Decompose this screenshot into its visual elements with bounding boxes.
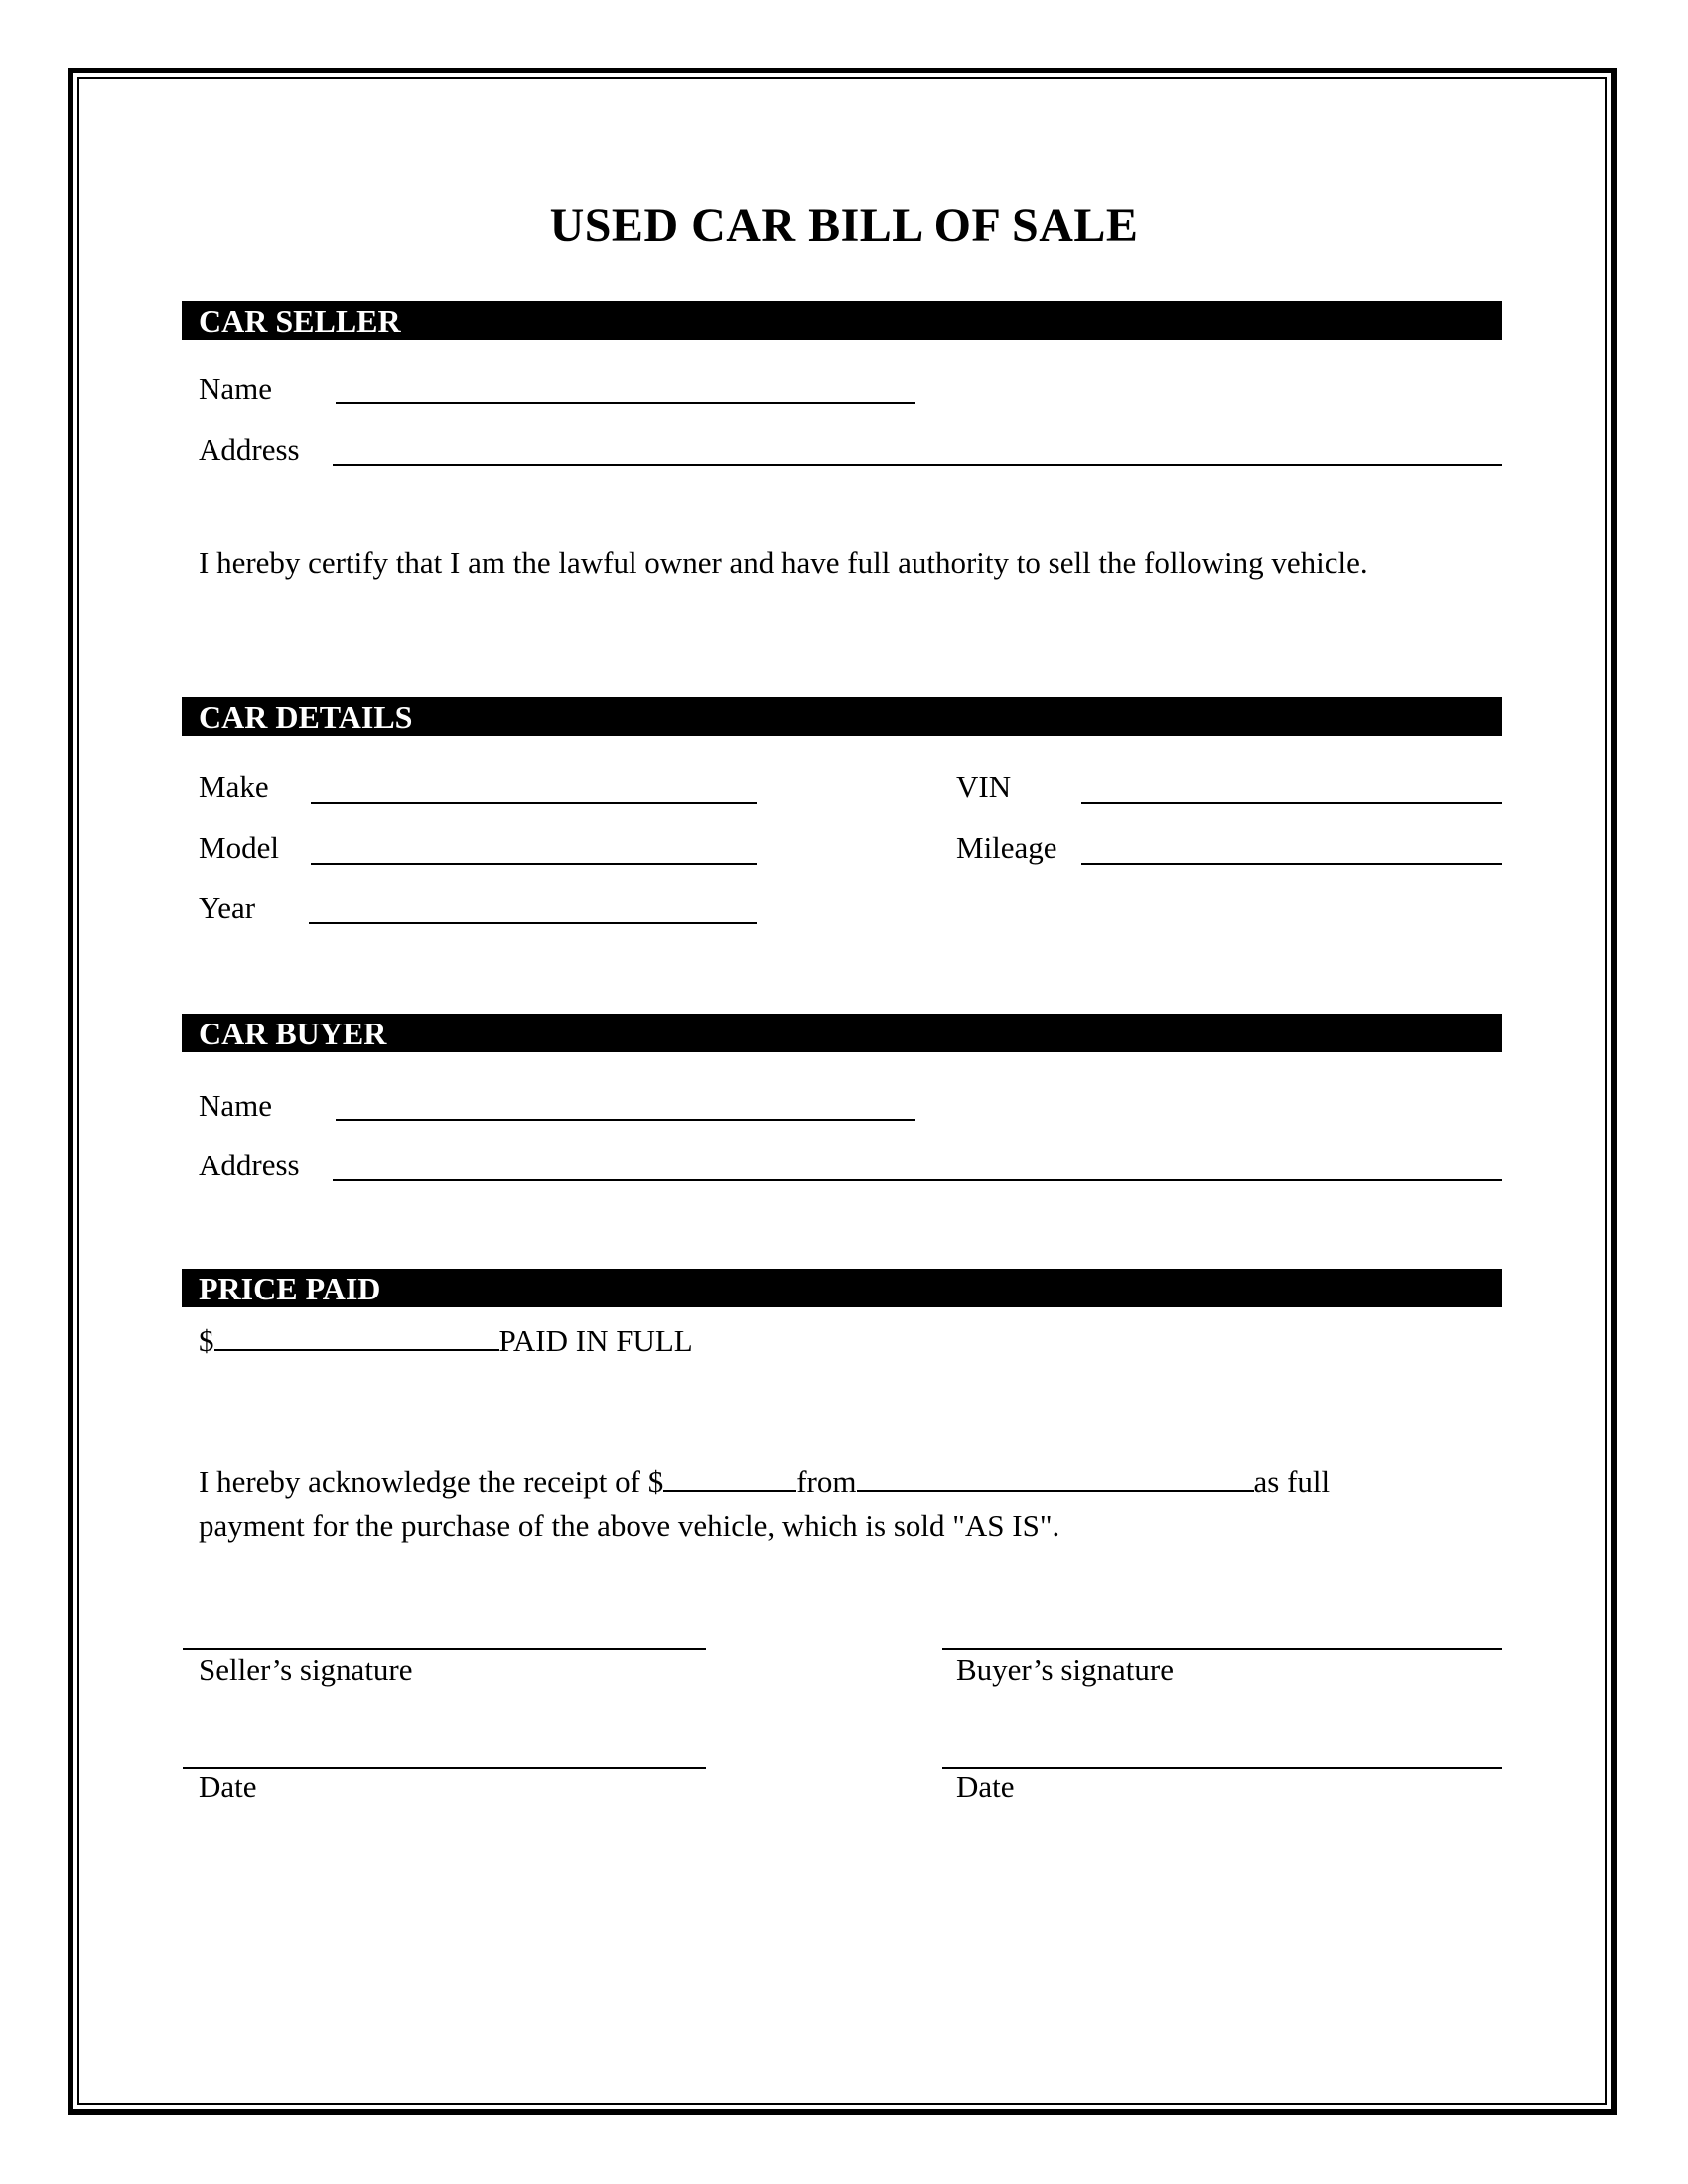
acknowledgment-text-2: from xyxy=(796,1464,857,1499)
buyer-signature-label: Buyer’s signature xyxy=(956,1652,1174,1687)
make-label: Make xyxy=(199,769,269,804)
receipt-amount-field[interactable] xyxy=(663,1462,796,1492)
seller-address-field[interactable] xyxy=(333,464,1502,466)
make-field[interactable] xyxy=(311,802,757,804)
acknowledgment-line-1 xyxy=(199,1459,1330,1504)
paid-in-full-text: PAID IN FULL xyxy=(498,1323,693,1358)
year-label: Year xyxy=(199,890,256,925)
buyer-name-label: Name xyxy=(199,1088,273,1123)
section-header-label: CAR BUYER xyxy=(199,1016,387,1051)
seller-date-label: Date xyxy=(199,1769,257,1804)
seller-signature-label: Seller’s signature xyxy=(199,1652,413,1687)
receipt-from-field[interactable] xyxy=(857,1462,1254,1492)
acknowledgment-line-2: payment for the purchase of the above vehicle, which is sold "AS IS". xyxy=(199,1508,1060,1543)
page-border-inner xyxy=(77,77,1607,2105)
section-header-label: CAR DETAILS xyxy=(199,699,413,735)
seller-address-label: Address xyxy=(199,432,300,467)
section-header-car-buyer xyxy=(182,1014,1502,1052)
buyer-address-label: Address xyxy=(199,1148,300,1182)
price-amount-field[interactable] xyxy=(214,1321,499,1351)
buyer-name-field[interactable] xyxy=(336,1119,915,1121)
price-paid-line xyxy=(199,1321,693,1359)
seller-certification-text: I hereby certify that I am the lawful owner and have full authority to sell the following vehicle. xyxy=(199,545,1368,580)
model-label: Model xyxy=(199,830,279,865)
document-title: USED CAR BILL OF SALE xyxy=(549,200,1139,252)
vin-label: VIN xyxy=(956,769,1012,804)
buyer-signature-field[interactable] xyxy=(942,1648,1502,1650)
model-field[interactable] xyxy=(311,863,757,865)
seller-date-field[interactable] xyxy=(183,1767,706,1769)
dollar-sign: $ xyxy=(199,1323,214,1358)
mileage-label: Mileage xyxy=(956,830,1057,865)
seller-signature-field[interactable] xyxy=(183,1648,706,1650)
seller-name-label: Name xyxy=(199,371,273,406)
section-header-price-paid xyxy=(182,1269,1502,1307)
acknowledgment-text-3: as full xyxy=(1253,1464,1331,1499)
section-header-car-details xyxy=(182,697,1502,736)
acknowledgment-text-1: I hereby acknowledge the receipt of $ xyxy=(199,1464,664,1499)
seller-name-field[interactable] xyxy=(336,402,915,404)
section-header-car-seller xyxy=(182,301,1502,340)
year-field[interactable] xyxy=(309,922,757,924)
mileage-field[interactable] xyxy=(1081,863,1502,865)
vin-field[interactable] xyxy=(1081,802,1502,804)
section-header-label: CAR SELLER xyxy=(199,303,401,339)
section-header-label: PRICE PAID xyxy=(199,1271,381,1306)
buyer-address-field[interactable] xyxy=(333,1179,1502,1181)
buyer-date-label: Date xyxy=(956,1769,1015,1804)
buyer-date-field[interactable] xyxy=(942,1767,1502,1769)
